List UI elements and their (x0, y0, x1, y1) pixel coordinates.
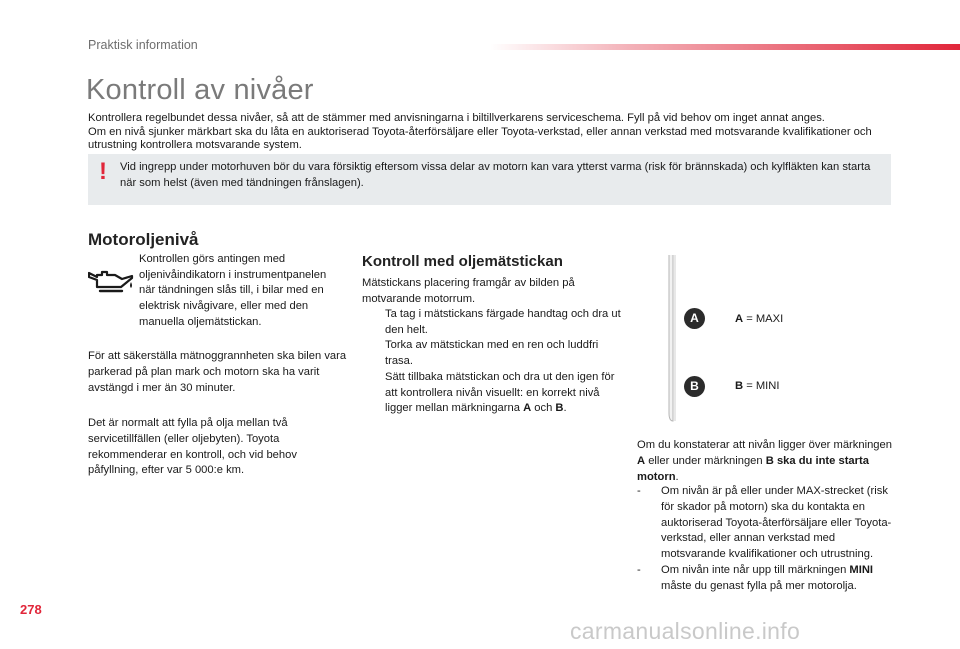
dipstick-illustration (660, 255, 682, 425)
dipstick-intro: Mätstickans placering framgår av bilden på motvarande motorrum. (362, 277, 575, 305)
oil-level-text-2: För att säkerställa mätnoggrannheten ska bilen vara parkerad på plan mark och motorn ska ha varit avstängd i mer än 30 minuter. (88, 350, 347, 394)
dash-marker: - (637, 485, 641, 497)
result-list (637, 484, 899, 595)
result-intro: Om du konstaterar att nivån ligger över märkningen A eller under märkningen B ska du inte starta motorn. (637, 439, 892, 483)
mark-b-legend: B = MINI (735, 380, 780, 392)
section-header: Praktisk information (88, 38, 198, 52)
dash-marker: - (637, 563, 641, 576)
oil-level-text-1: Kontrollen görs antingen med oljenivåindikatorn i instrumentpanelen när tändningen slås till, i bilar med en elektrisk nivågivare, eller med den manuella oljemätstickan. (139, 253, 327, 328)
mark-b-badge: B (684, 376, 705, 397)
oil-level-text-3: Det är normalt att fylla på olja mellan två servicetillfällen (eller oljebyten). Toyota rekommenderar en kontroll, och vid behov påfyllning, efter var 5 000:e km. (88, 417, 297, 477)
oil-level-heading: Motoroljenivå (88, 230, 199, 249)
dipstick-steps (362, 307, 624, 417)
intro-line-1: Kontrollera regelbundet dessa nivåer, så att de stämmer med anvisningarna i biltillverkarens serviceschema. Fyll på vid behov om inget annat anges. (88, 112, 825, 124)
dipstick-heading: Kontroll med oljemätstickan (362, 253, 563, 270)
page-title: Kontroll av nivåer (86, 74, 314, 106)
intro-text (88, 112, 888, 153)
list-item: Sätt tillbaka mätstickan och dra ut den igen för att kontrollera nivån visuellt: en korrekt nivå ligger mellan märkningarna A och B. (385, 370, 615, 415)
list-item: - Om nivån inte når upp till märkningen MINI måste du genast fylla på mer motorolja. (637, 563, 874, 592)
oil-can-icon (88, 268, 134, 294)
list-item: - Om nivån är på eller under MAX-strecket (risk för skador på motorn) ska du kontakta en auktoriserad Toyota-återförsäljare eller Toyota-verkstad, eller annan verkstad med motsvarande kvalifikationer och utrustning. (637, 485, 892, 561)
mark-a-legend: A = MAXI (735, 313, 784, 325)
list-item: Torka av mätstickan med en ren och luddfri trasa. (385, 339, 599, 368)
mark-a-badge: A (684, 308, 705, 329)
page-number: 278 (20, 602, 42, 617)
exclamation-icon: ! (99, 158, 107, 185)
watermark: carmanualsonline.info (570, 618, 801, 644)
intro-line-2: Om en nivå sjunker märkbart ska du låta en auktoriserad Toyota-återförsäljare eller Toyota-verkstad, eller annan verkstad med motsvarande kvalifikationer och utrustning kontrollera motsvarande system. (88, 125, 872, 152)
list-item: Ta tag i mätstickans färgade handtag och dra ut den helt. (385, 308, 621, 336)
warning-text: Vid ingrepp under motorhuven bör du vara försiktig eftersom vissa delar av motorn kan vara ytterst varma (risk för brännskada) och kylfläkten kan starta när som helst (även med tändningen frånslagen). (120, 161, 871, 189)
header-accent-bar (490, 44, 960, 50)
